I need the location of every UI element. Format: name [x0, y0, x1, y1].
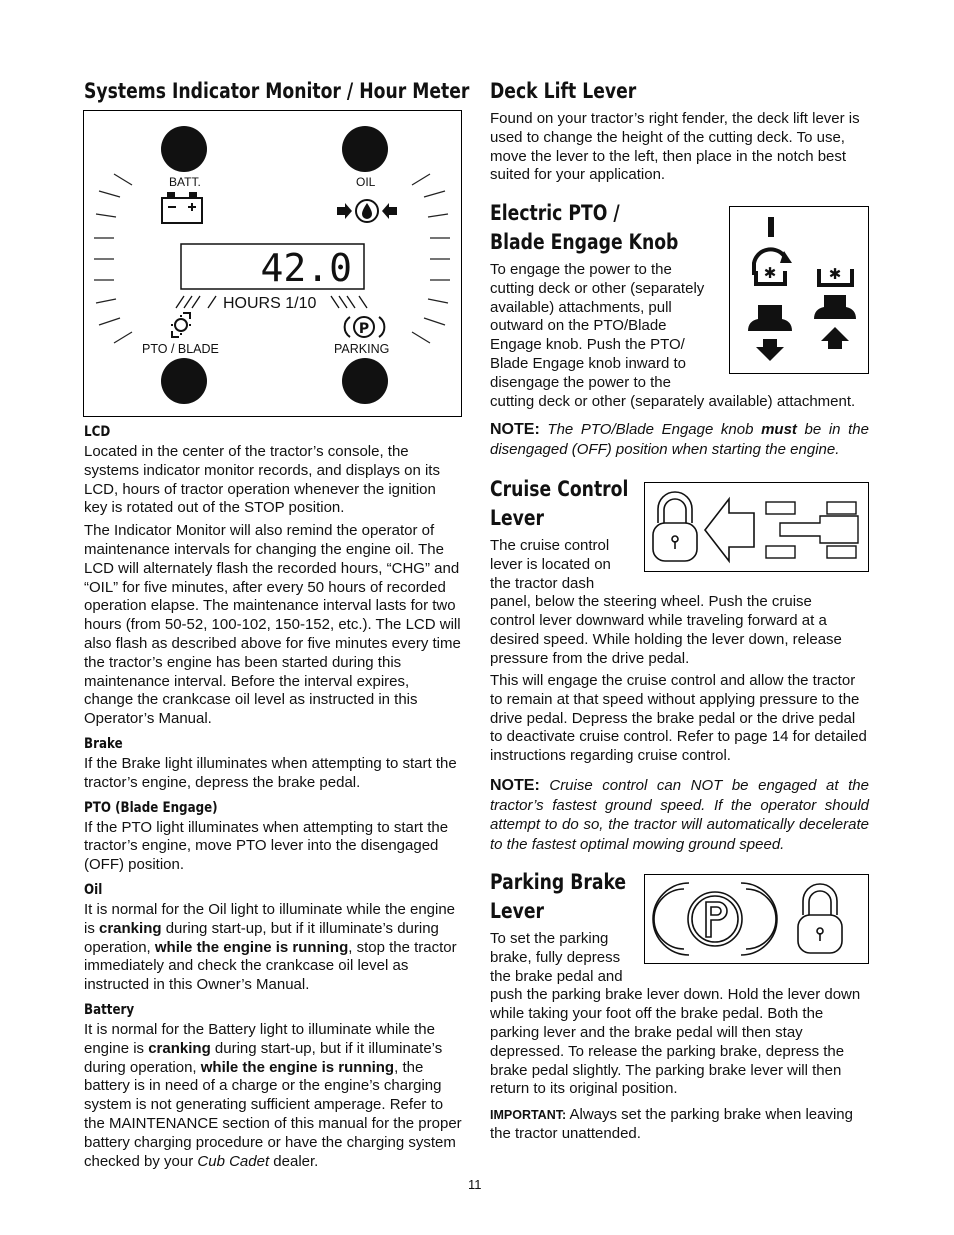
lcd-paragraph-1: Located in the center of the tractor’s console, the systems indicator monitor records, and displays on its LCD, hours of tractor operation whenever the ignition key is rotated out of the STOP position. — [84, 443, 440, 517]
battery-icon — [162, 193, 202, 223]
parking-lamp-icon — [342, 358, 388, 404]
cruise-title-line-1: Cruise Control — [490, 477, 629, 501]
parking-label: PARKING — [334, 342, 390, 356]
brake-heading: Brake — [84, 735, 123, 752]
cruise-paragraph-2: This will engage the cruise control and allow the tractor to remain at that speed without applying pressure to the drive pedal. Depress the brake pedal or the drive pedal to deactivate cruise control. Refer to page 14 for detailed instructions regarding cruise control. — [490, 672, 867, 765]
battery-heading: Battery — [84, 1001, 135, 1018]
svg-text:✱: ✱ — [828, 265, 842, 283]
deck-lift-title: Deck Lift Lever — [490, 79, 637, 103]
pto-paragraph: If the PTO light illuminates when attempting to start the tractor’s engine, move PTO lever into the disengaged (OFF) position. — [84, 818, 449, 874]
pto-heading: PTO (Blade Engage) — [84, 799, 218, 816]
park-paragraph: To set the parking brake, fully depress the brake pedal and push the parking brake lever down. Hold the lever down while taking your foot off the brake pedal. Both the parking lever and the brake pedal will then stay depressed. To release the parking brake, depress the brake pedal slightly. The parking brake lever will then return to its original position. — [490, 930, 861, 1098]
battery-paragraph: It is normal for the Battery light to illuminate while the engine is cranking during start-up, but if it illuminate’s during operation, while the engine is running, the battery is in need of a charge or the engine’s charging system is not generating sufficient amperage. Refer to the MAINTENANCE section of this manual for the proper battery charging procedure or have the charging system checked by your Cub Cadet dealer. — [84, 1020, 462, 1170]
indicator-monitor-illustration — [83, 110, 462, 417]
battery-lamp-icon — [161, 126, 207, 172]
svg-text:✱: ✱ — [763, 264, 777, 282]
oil-lamp-icon — [342, 126, 388, 172]
important-note: IMPORTANT: Always set the parking brake when leaving the tractor unattended. — [490, 1106, 853, 1142]
pto-lamp-icon — [161, 358, 207, 404]
pto-title-line-2: Blade Engage Knob — [490, 230, 679, 254]
park-title-line-2: Lever — [490, 899, 545, 923]
svg-text:P: P — [358, 321, 370, 337]
lcd-paragraph-2: The Indicator Monitor will also remind the operator of maintenance intervals for changing the engine oil. The LCD will alternately flash the recorded hours, “CHG” and “OIL” for five minutes, after every 50 hours of recorded operation elapse. The maintenance interval lasts for two hours (from 50-52, 100-102, 150-152, etc.). The LCD will also flash as described above for five minutes every time the tractor’s engine has been started during this maintenance interval. Before the interval expires, change the crankcase oil level as instructed in this Operator’s Manual. — [84, 522, 461, 728]
oil-paragraph: It is normal for the Oil light to illuminate while the engine is cranking during start-up, but if it illuminate’s during operation, while the engine is running, stop the tractor immediately and check the crankcase oil level as instructed in this Owner’s Manual. — [84, 900, 457, 994]
oil-label: OIL — [356, 175, 376, 189]
pto-title-line-1: Electric PTO / — [490, 201, 620, 225]
pto-gear-icon — [171, 313, 191, 337]
oil-heading: Oil — [84, 881, 103, 898]
batt-label: BATT. — [169, 175, 201, 189]
oil-drop-icon — [337, 200, 397, 222]
parking-p-icon — [345, 317, 385, 337]
park-title-line-1: Parking Brake — [490, 870, 627, 894]
deck-lift-paragraph: Found on your tractor’s right fender, the deck lift lever is used to change the height of the cutting deck. To use, move the lever to the left, then place in the notch best suited for your application. — [490, 110, 860, 184]
monitor-section-title: Systems Indicator Monitor / Hour Meter — [84, 79, 470, 103]
lcd-heading: LCD — [84, 424, 111, 440]
cruise-note: NOTE: Cruise control can NOT be engaged at the tractor’s fastest ground speed. If the operator should attempt to do so, the tractor will automatically decelerate to the fastest optimal mowing ground speed. — [490, 777, 869, 853]
page-number: 11 — [468, 1177, 482, 1192]
brake-paragraph: If the Brake light illuminates when attempting to start the tractor’s engine, depress the brake pedal. — [84, 754, 457, 791]
pto-paragraph: To engage the power to the cutting deck or other (separately available) attachments, pull outward on the PTO/Blade Engage knob. Push the PTO/ Blade Engage knob inward to disengage the power to the cutting deck or other (separately available) attachment. — [490, 261, 856, 410]
pto-blade-label: PTO / BLADE — [142, 342, 219, 356]
cruise-title-line-2: Lever — [490, 506, 545, 530]
cruise-paragraph-1: The cruise control lever is located on the tractor dash panel, below the steering wheel. Push the cruise control lever downward while traveling forward at a desired speed. While holding the lever down, release pressure from the drive pedal. — [490, 537, 842, 667]
lcd-value: 42.0 — [260, 246, 352, 290]
hours-label: HOURS 1/10 — [223, 295, 317, 312]
pto-note: NOTE: The PTO/Blade Engage knob must be in the disengaged (OFF) position when starting the engine. — [490, 421, 869, 458]
